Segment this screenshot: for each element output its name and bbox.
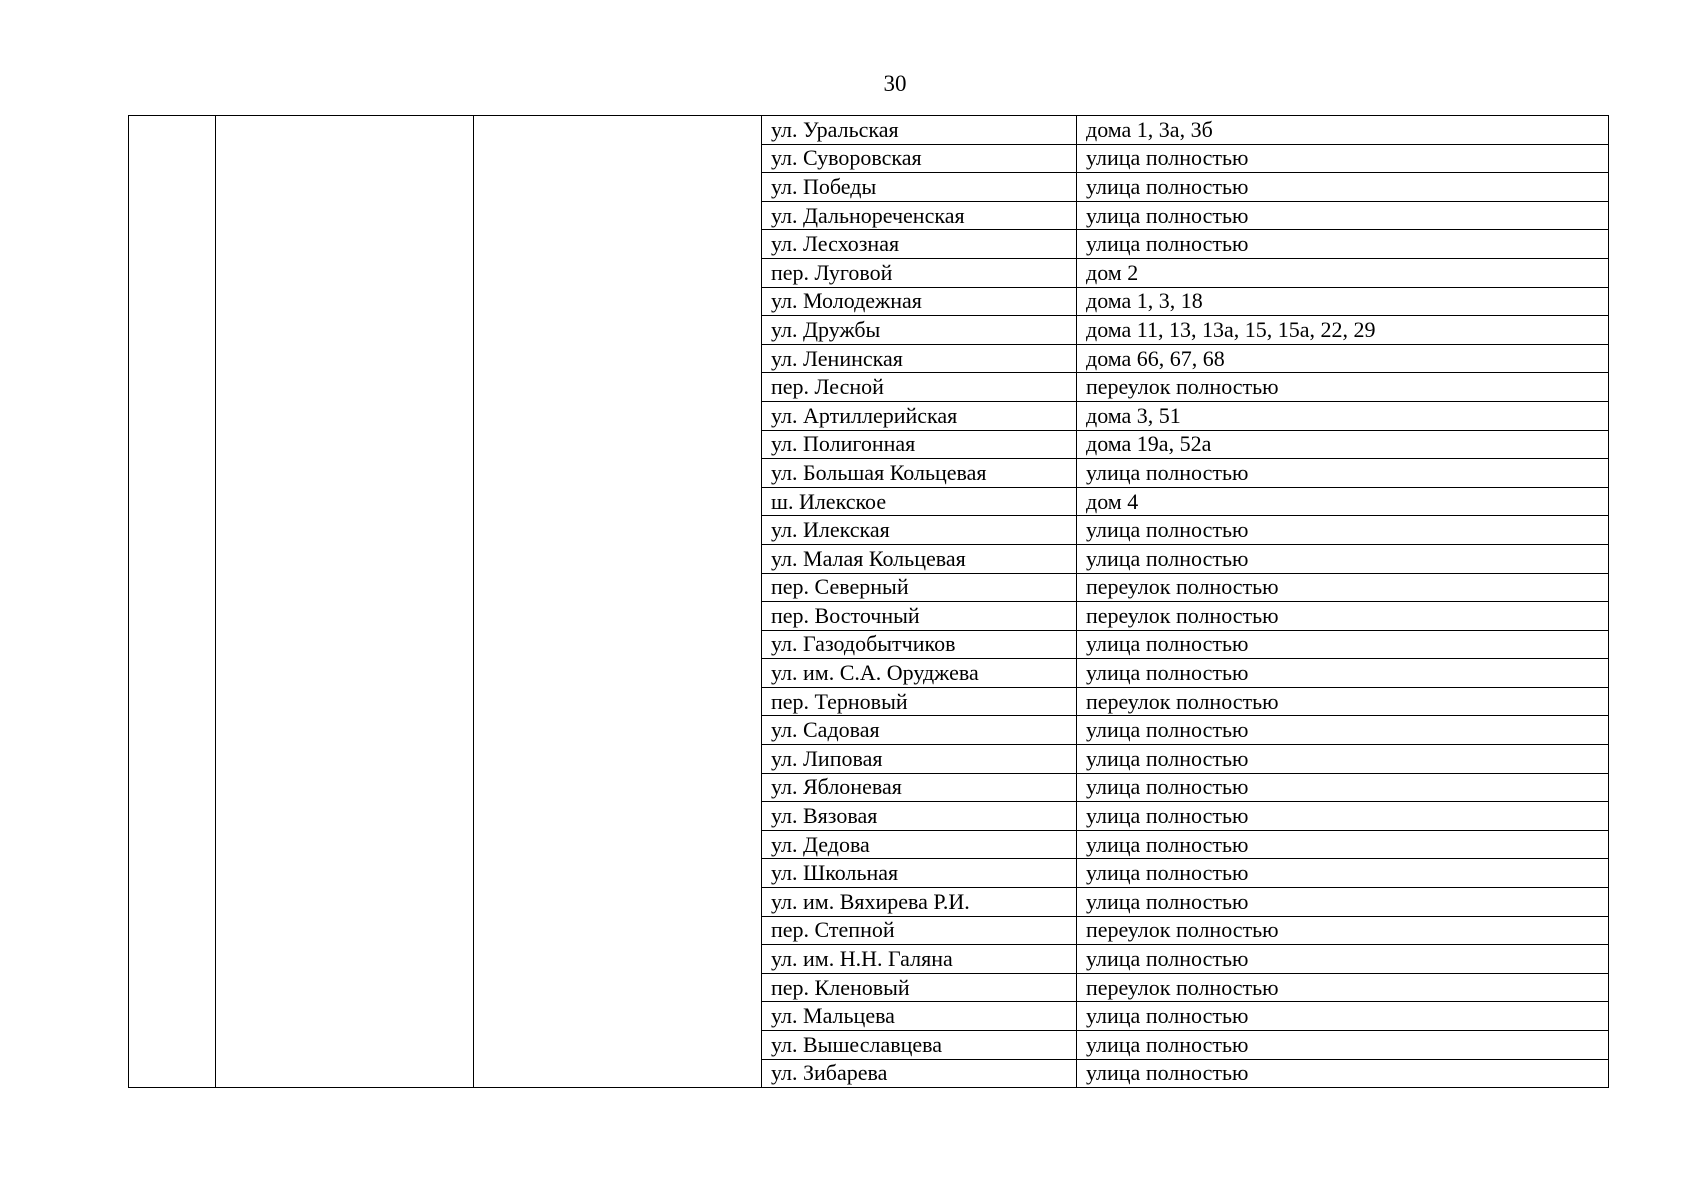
houses-cell: дом 2: [1077, 258, 1609, 287]
houses-cell: улица полностью: [1077, 230, 1609, 259]
street-cell: пер. Луговой: [762, 258, 1077, 287]
houses-cell: дома 1, 3а, 3б: [1077, 116, 1609, 145]
street-cell: ул. Зибарева: [762, 1059, 1077, 1088]
street-cell: ул. Газодобытчиков: [762, 630, 1077, 659]
houses-cell: переулок полностью: [1077, 687, 1609, 716]
houses-cell: улица полностью: [1077, 659, 1609, 688]
street-cell: ул. Садовая: [762, 716, 1077, 745]
houses-cell: дома 1, 3, 18: [1077, 287, 1609, 316]
houses-cell: переулок полностью: [1077, 916, 1609, 945]
houses-cell: улица полностью: [1077, 802, 1609, 831]
street-cell: пер. Терновый: [762, 687, 1077, 716]
street-cell: ул. Уральская: [762, 116, 1077, 145]
street-cell: ул. Яблоневая: [762, 773, 1077, 802]
street-cell: ул. Полигонная: [762, 430, 1077, 459]
street-cell: ул. Вышеславцева: [762, 1031, 1077, 1060]
houses-cell: улица полностью: [1077, 459, 1609, 488]
district-cell: [216, 116, 474, 1088]
street-cell: ул. Молодежная: [762, 287, 1077, 316]
street-cell: ул. Малая Кольцевая: [762, 544, 1077, 573]
street-cell: ул. им. Н.Н. Галяна: [762, 945, 1077, 974]
houses-cell: улица полностью: [1077, 1059, 1609, 1088]
houses-cell: улица полностью: [1077, 630, 1609, 659]
table-row: [129, 116, 1609, 145]
houses-cell: улица полностью: [1077, 859, 1609, 888]
street-cell: ул. Вязовая: [762, 802, 1077, 831]
houses-cell: улица полностью: [1077, 201, 1609, 230]
houses-cell: улица полностью: [1077, 945, 1609, 974]
street-cell: пер. Лесной: [762, 373, 1077, 402]
street-cell: ул. Илекская: [762, 516, 1077, 545]
houses-cell: переулок полностью: [1077, 373, 1609, 402]
page-number: 30: [883, 71, 907, 96]
street-cell: пер. Северный: [762, 573, 1077, 602]
houses-cell: дом 4: [1077, 487, 1609, 516]
address-table-body: [129, 116, 1609, 1088]
street-cell: ул. Мальцева: [762, 1002, 1077, 1031]
houses-cell: улица полностью: [1077, 716, 1609, 745]
number-cell: [129, 116, 216, 1088]
houses-cell: переулок полностью: [1077, 573, 1609, 602]
street-cell: ул. им. С.А. Оруджева: [762, 659, 1077, 688]
street-cell: пер. Кленовый: [762, 973, 1077, 1002]
street-cell: ул. Суворовская: [762, 144, 1077, 173]
street-cell: пер. Степной: [762, 916, 1077, 945]
street-cell: ул. Лесхозная: [762, 230, 1077, 259]
street-cell: ул. Школьная: [762, 859, 1077, 888]
houses-cell: улица полностью: [1077, 888, 1609, 917]
houses-cell: улица полностью: [1077, 773, 1609, 802]
houses-cell: улица полностью: [1077, 516, 1609, 545]
houses-cell: улица полностью: [1077, 745, 1609, 774]
street-cell: ул. им. Вяхирева Р.И.: [762, 888, 1077, 917]
houses-cell: дома 66, 67, 68: [1077, 344, 1609, 373]
street-cell: ул. Дедова: [762, 830, 1077, 859]
street-cell: ул. Победы: [762, 173, 1077, 202]
houses-cell: улица полностью: [1077, 1031, 1609, 1060]
institution-cell: [474, 116, 762, 1088]
houses-cell: улица полностью: [1077, 1002, 1609, 1031]
street-cell: пер. Восточный: [762, 602, 1077, 631]
houses-cell: дома 19а, 52а: [1077, 430, 1609, 459]
houses-cell: улица полностью: [1077, 144, 1609, 173]
street-cell: ул. Большая Кольцевая: [762, 459, 1077, 488]
houses-cell: дома 11, 13, 13а, 15, 15а, 22, 29: [1077, 316, 1609, 345]
street-cell: ул. Дальнореченская: [762, 201, 1077, 230]
street-cell: ул. Ленинская: [762, 344, 1077, 373]
address-table: [128, 115, 1609, 1088]
houses-cell: переулок полностью: [1077, 973, 1609, 1002]
houses-cell: дома 3, 51: [1077, 401, 1609, 430]
street-cell: ш. Илекское: [762, 487, 1077, 516]
houses-cell: улица полностью: [1077, 830, 1609, 859]
street-cell: ул. Артиллерийская: [762, 401, 1077, 430]
houses-cell: улица полностью: [1077, 544, 1609, 573]
houses-cell: улица полностью: [1077, 173, 1609, 202]
houses-cell: переулок полностью: [1077, 602, 1609, 631]
street-cell: ул. Липовая: [762, 745, 1077, 774]
street-cell: ул. Дружбы: [762, 316, 1077, 345]
